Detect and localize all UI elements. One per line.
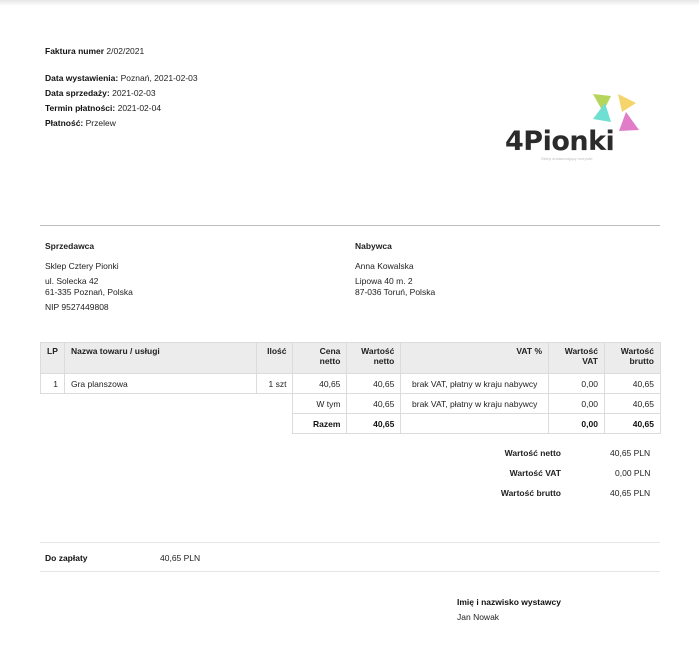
issue-date-value: Poznań, 2021-02-03 — [120, 73, 198, 83]
blank-cell — [41, 394, 293, 414]
breakdown-net: 40,65 — [347, 394, 401, 414]
total-label: Razem — [293, 414, 347, 434]
summary-vat-label: Wartość VAT — [509, 468, 561, 478]
buyer-name: Anna Kowalska — [355, 261, 414, 271]
col-lp: LP — [41, 343, 65, 374]
payment-due-label: Do zapłaty — [45, 553, 88, 563]
breakdown-vat: 0,00 — [549, 394, 605, 414]
col-qty: Ilość — [257, 343, 293, 374]
col-price: Cena netto — [293, 343, 347, 374]
buyer-street: Lipowa 40 m. 2 — [355, 276, 413, 286]
row-gross: 40,65 — [604, 374, 660, 394]
col-vat-rate: VAT % — [401, 343, 549, 374]
due-date-value: 2021-02-04 — [117, 103, 162, 113]
sale-date-label: Data sprzedaży: — [45, 88, 110, 98]
row-vat-rate: brak VAT, płatny w kraju nabywcy — [401, 374, 549, 394]
summary-gross-value: 40,65 PLN — [610, 488, 651, 498]
payment-due-value: 40,65 PLN — [160, 553, 201, 563]
total-net: 40,65 — [347, 414, 401, 434]
payment-method-value: Przelew — [85, 118, 116, 128]
buyer-heading: Nabywca — [355, 241, 392, 251]
summary-gross-label: Wartość brutto — [500, 488, 561, 498]
summary-vat-value: 0,00 PLN — [615, 468, 651, 478]
issuer-block — [457, 595, 561, 625]
table-header-row — [41, 343, 661, 374]
seller-nip: NIP 9527449808 — [45, 302, 109, 312]
sale-date-value: 2021-02-03 — [112, 88, 156, 98]
issue-date — [45, 73, 198, 83]
col-name: Nazwa towaru / usługi — [64, 343, 257, 374]
issuer-label: Imię i nazwisko wystawcy — [457, 597, 561, 607]
issue-date-label: Data wystawienia: — [45, 73, 119, 83]
divider — [40, 571, 660, 572]
invoice-number — [45, 46, 144, 56]
row-qty: 1 szt — [257, 374, 293, 394]
company-logo — [505, 90, 655, 165]
row-net: 40,65 — [347, 374, 401, 394]
logo-text: 4Pionki — [505, 126, 615, 157]
summary-net-value: 40,65 PLN — [610, 448, 651, 458]
breakdown-vat-rate: brak VAT, płatny w kraju nabywcy — [401, 394, 549, 414]
col-vat: Wartość VAT — [549, 343, 605, 374]
row-name: Gra planszowa — [64, 374, 257, 394]
table-row — [41, 374, 661, 394]
breakdown-label: W tym — [293, 394, 347, 414]
buyer-city: 87-036 Toruń, Polska — [355, 287, 436, 297]
total-vat: 0,00 — [549, 414, 605, 434]
buyer-block — [355, 241, 435, 298]
row-vat: 0,00 — [549, 374, 605, 394]
items-table — [40, 342, 661, 434]
due-date — [45, 103, 161, 113]
payment-method-label: Płatność: — [45, 118, 84, 128]
sale-date — [45, 88, 156, 98]
seller-heading: Sprzedawca — [45, 241, 95, 251]
seller-street: ul. Solecka 42 — [45, 276, 99, 286]
seller-city: 61-335 Poznań, Polska — [45, 287, 133, 297]
seller-block — [45, 241, 133, 313]
due-date-label: Termin płatności: — [45, 103, 116, 113]
logo-tagline: Sklep dostarczający rozrywki — [541, 156, 593, 161]
blank-cell — [41, 414, 293, 434]
divider — [40, 225, 660, 226]
col-gross: Wartość brutto — [604, 343, 660, 374]
divider — [40, 542, 660, 543]
breakdown-gross: 40,65 — [604, 394, 660, 414]
breakdown-row — [41, 394, 661, 414]
row-lp: 1 — [41, 374, 65, 394]
col-net: Wartość netto — [347, 343, 401, 374]
total-gross: 40,65 — [604, 414, 660, 434]
total-vat-rate — [401, 414, 549, 434]
payment-method — [45, 118, 116, 128]
seller-name: Sklep Cztery Pionki — [45, 261, 119, 271]
issuer-name: Jan Nowak — [457, 612, 500, 622]
invoice-number-label: Faktura numer — [45, 46, 105, 56]
summary-net-label: Wartość netto — [504, 448, 561, 458]
total-row — [41, 414, 661, 434]
invoice-number-value: 2/02/2021 — [106, 46, 145, 56]
page-top-shadow — [0, 0, 699, 6]
row-price: 40,65 — [293, 374, 347, 394]
